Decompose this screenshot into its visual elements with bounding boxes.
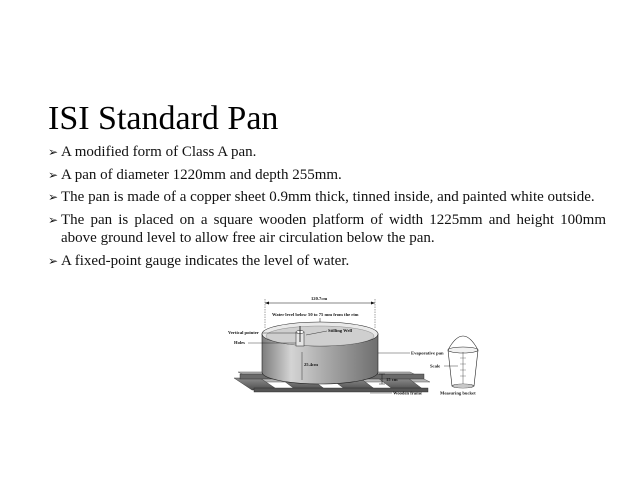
water-level-label: Water level below 50 to 75 mm from the rim — [272, 312, 359, 317]
bullet-item — [48, 166, 606, 185]
bullet-text: A fixed-point gauge indicates the level of water. — [61, 252, 350, 269]
bullet-list — [48, 143, 606, 274]
stilling-well-label: Stilling Well — [328, 328, 353, 333]
bullet-text: The pan is made of a copper sheet 0.9mm thick, tinned inside, and painted white outside. — [61, 189, 595, 205]
clearance-label: 15 cm — [386, 377, 398, 382]
bullet-text: The pan is placed on a square wooden platform of width 1225mm and height 100mm above ground level to allow free air circulation below the pan. — [61, 211, 606, 246]
wooden-frame-label: Wooden frame — [393, 390, 422, 396]
measuring-bucket-label: Measuring bucket — [440, 390, 476, 396]
pan-diagram — [220, 290, 490, 402]
measuring-bucket — [448, 336, 478, 388]
pan-diagram-svg — [220, 290, 490, 402]
arrow-bullet-icon: ➢ — [48, 253, 59, 268]
bullet-item — [48, 188, 606, 207]
bullet-item — [48, 252, 606, 271]
vertical-pointer-label: Vertical pointer — [228, 330, 259, 335]
bullet-item — [48, 143, 606, 162]
arrow-bullet-icon: ➢ — [48, 167, 59, 182]
depth-label: 25.4cm — [304, 362, 318, 367]
arrow-bullet-icon: ➢ — [48, 212, 59, 227]
evaporation-pan — [262, 322, 378, 384]
holes-label: Holes — [234, 340, 245, 345]
slide-title: ISI Standard Pan — [48, 100, 279, 137]
scale-label: Scale — [430, 363, 441, 369]
arrow-bullet-icon: ➢ — [48, 190, 59, 204]
diameter-label: 120.7cm — [311, 296, 328, 301]
evaporative-pan-label: Evaporative pan — [411, 350, 444, 356]
bullet-item — [48, 211, 606, 248]
arrow-bullet-icon: ➢ — [48, 145, 59, 159]
bullet-text: A modified form of Class A pan. — [61, 144, 257, 160]
bullet-text: A pan of diameter 1220mm and depth 255mm. — [61, 166, 342, 183]
